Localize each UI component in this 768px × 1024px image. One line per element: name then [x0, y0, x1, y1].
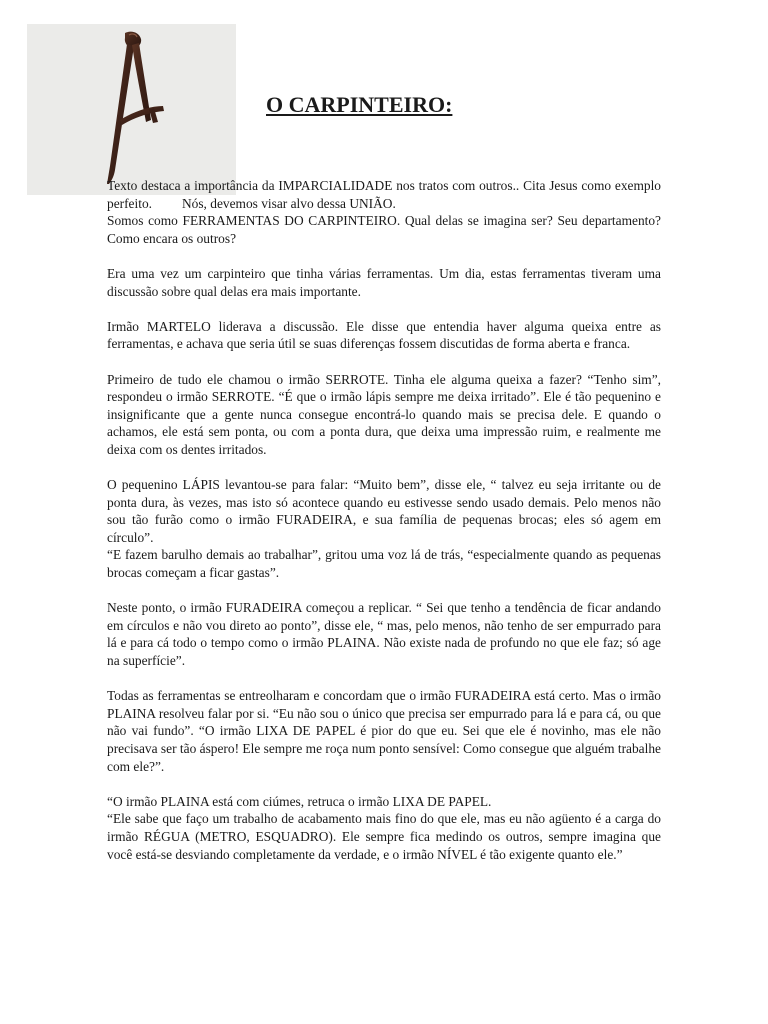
- intro-paragraph-2: Somos como FERRAMENTAS DO CARPINTEIRO. Qual delas se imagina ser? Seu departamento? Como encara os outros?: [107, 213, 661, 246]
- story-paragraph: “O irmão PLAINA está com ciúmes, retruca o irmão LIXA DE PAPEL.: [107, 793, 492, 809]
- carpenter-compass-image: [27, 24, 236, 195]
- intro-line-1-tail: Nós, devemos visar alvo dessa UNIÃO.: [181, 195, 396, 211]
- story-paragraph: Neste ponto, o irmão FURADEIRA começou a replicar. “ Sei que tenho a tendência de ficar andando em círculos e não vou direto ao ponto”, disse ele, “ mas, pelo menos, não tenho de ser empurrado para lá e para cá todo o tempo como o irmão PLAINA. Não existe nada de profundo no que ele faz; só age na superfície”.: [107, 600, 661, 669]
- page-title: O CARPINTEIRO:: [266, 92, 453, 117]
- intro-paragraph-1: [107, 177, 661, 212]
- story-paragraph: Era uma vez um carpinteiro que tinha várias ferramentas. Um dia, estas ferramentas tiveram uma discussão sobre qual delas era mais importante.: [107, 265, 661, 299]
- story-paragraph: “Ele sabe que faço um trabalho de acabamento mais fino do que ele, mas eu não agüento é a carga do irmão RÉGUA (METRO, ESQUADRO). Ele sempre fica medindo os outros, sempre imagina que você está-se desviando completamente da verdade, e o irmão NÍVEL é tão exigente quanto ele.”: [107, 811, 661, 862]
- story-paragraph: Primeiro de tudo ele chamou o irmão SERROTE. Tinha ele alguma queixa a fazer? “Tenho sim”, respondeu o irmão SERROTE. “É que o irmão lápis sempre me deixa irritado”. Ele é tão pequenino e insignificante que a gente nunca consegue encontrá-lo quando mais se precisa dele. E quando o achamos, ele está sem ponta, ou com a ponta dura, que deixa uma impressão ruim, e realmente me deixa com os dentes irritados.: [107, 371, 661, 457]
- document-body: [107, 177, 661, 881]
- story-paragraph: Todas as ferramentas se entreolharam e concordam que o irmão FURADEIRA está certo. Mas o irmão PLAINA resolveu falar por si. “Eu não sou o único que precisa ser empurrado para lá e para cá, ou que não vai fundo”. “O irmão LIXA DE PAPEL é pior do que eu. Sei que ele é novinho, mas ele não precisava ser tão áspero! Ele sempre me roça num ponto sensível: Como consegue que alguém trabalhe com ele?”.: [107, 688, 661, 774]
- intro-line-1: Texto destaca a importância da IMPARCIALIDADE nos tratos com outros.. Cita Jesus como exemplo perfeito.: [107, 178, 661, 211]
- story-paragraph: “E fazem barulho demais ao trabalhar”, gritou uma voz lá de trás, “especialmente quando as pequenas brocas começam a ficar gastas”.: [107, 547, 661, 581]
- carpenter-compass-icon: [27, 24, 236, 195]
- story-paragraph: O pequenino LÁPIS levantou-se para falar: “Muito bem”, disse ele, “ talvez eu seja irritante ou de ponta dura, às vezes, mas isto só acontece quando eu estivesse sendo usado demais. Pelo menos não sou tão furão como o irmão FURADEIRA, e sua família de pequenas brocas; eles só agem em círculo”.: [107, 477, 661, 545]
- story-paragraph: Irmão MARTELO liderava a discussão. Ele disse que entendia haver alguma queixa entre as ferramentas, e achava que seria útil se suas diferenças fossem discutidas de forma aberta e franca.: [107, 318, 661, 352]
